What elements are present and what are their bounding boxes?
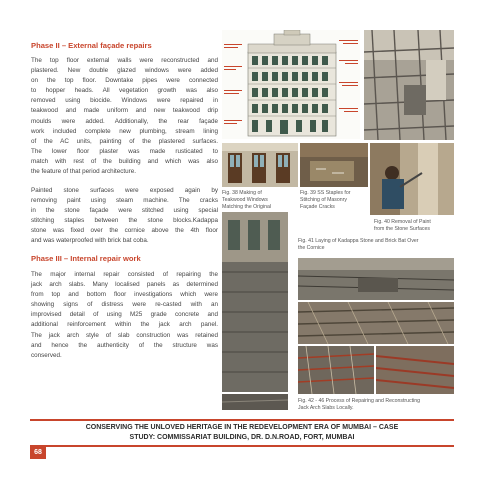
scaffolding-photo [364,30,454,140]
caption-line: Stitching of Masonry [300,197,347,203]
text-line: stitching staples between the stone blocks.Kadappa [31,217,218,225]
text-line: The major internal repair consisted of repairing the [31,271,218,278]
text-line: additional reinforcement within the jack arch panel. [31,321,218,329]
text-line: to hopper heads. All vegetation growth was also [31,87,218,95]
text-line: Painted stone surfaces were exposed again by [31,187,218,194]
facade-elevation-drawing [222,30,360,139]
footer-rule-top [30,419,454,421]
caption-fig40 [374,219,431,233]
cornice-kadappa-photo [298,258,454,300]
jack-arch-photo-1 [298,302,454,344]
jack-arch-3-svg [376,346,454,394]
caption-line: Fig. 41 Laying of Kadappa Stone and Brick Bat Over [298,238,419,244]
text-line: stone was fixed over the cornice above the 4th floor [31,227,218,235]
caption-line: Fig. 39 SS Staples for [300,190,351,196]
text-line: of the AC units, painting of the plastered surfaces. [31,137,218,145]
phase2-paragraph-1 [31,56,218,177]
caption-line: from the Stone Surfaces [374,226,430,232]
text-line: and was waterproofed with brick bat coba. [31,237,149,245]
phase3-paragraph [31,270,218,361]
ss-staples-svg [300,143,368,187]
page-number: 68 [30,447,46,459]
footer-rule-bottom [30,445,454,447]
caption-line: Fig. 42 - 46 Process of Repairing and Reconstructing [298,398,420,404]
text-line: plastered. New double glazed windows were added [31,67,218,75]
text-line: conserved. [31,351,62,359]
text-line: from top and bottom floor investigations which were [31,291,218,299]
paint-removal-svg [370,143,454,215]
text-line: and hence the authenticity of the structure was [31,341,218,349]
phase2-paragraph-2 [31,186,218,247]
text-line: moulds were added. Additionally, the rear façade [31,117,218,125]
ss-staples-photo [300,143,368,187]
caption-line: Jack Arch Slabs Locally. [298,405,354,411]
text-line: showing signs of distress were re-casted with an [31,301,218,309]
text-line: on the top floor. Downtake pipes were connected [31,77,218,85]
teakwood-window-svg [222,143,298,187]
jack-arch-1-svg [298,302,454,344]
caption-line: Matching the Original [222,204,272,210]
slab-left-svg [222,212,288,392]
footer-title-line-1: CONSERVING THE UNLOVED HERITAGE IN THE REDEVELOPMENT ERA OF MUMBAI – CASE [85,424,399,431]
jack-arch-2-svg [298,346,374,394]
caption-fig41 [298,238,419,252]
caption-line: Teakwood Windows [222,197,268,203]
caption-line: Fig. 40 Removal of Paint [374,219,431,225]
text-line: in the stone façade were stitched using special [31,207,218,215]
phase2-heading: Phase II – External façade repairs [31,41,152,50]
caption-line: Fig. 38 Making of [222,190,262,196]
footer-title [30,423,454,443]
phase3-heading: Phase III – Internal repair work [31,254,141,263]
text-line: The lower floor plaster was made rusticated to [31,147,218,155]
cornice-svg [298,258,454,300]
teakwood-window-photo [222,143,298,187]
paint-removal-photo [370,143,454,215]
text-line: jack arch slabs. Many localised panels as determined [31,281,218,289]
text-line: improvised detail of using M25 grade concrete and [31,311,218,319]
text-line: work included complete new plumbing, stream lining [31,127,218,135]
caption-line: the Cornice [298,245,325,251]
footer-title-line-2: STUDY: COMMISSARIAT BUILDING, DR. D.N.ROAD, FORT, MUMBAI [129,434,355,441]
text-line: match with rest of the building and which was also [31,157,218,165]
jack-arch-4-svg [222,394,288,410]
interior-slab-photo-left [222,212,288,392]
jack-arch-photo-4 [222,394,288,410]
text-line: The jack arch style of slab construction was retained [31,331,218,339]
text-line: The top floor external walls were reconstructed and [31,57,218,64]
caption-fig42-46 [298,398,420,412]
caption-fig38 [222,190,271,211]
jack-arch-photo-3 [376,346,454,394]
text-line: the feature of that period architecture. [31,168,137,176]
text-line: removed using biocide. Windows were repaired in [31,97,218,105]
caption-fig39 [300,190,350,211]
text-line: removing paint using steam machine. The cracks [31,197,218,205]
elevation-drawing-svg [222,30,360,139]
scaffolding-photo-svg [364,30,454,140]
caption-line: Façade Cracks [300,204,335,210]
jack-arch-photo-2 [298,346,374,394]
text-line: teakwood and made uniform and new teakwood drip [31,107,218,115]
